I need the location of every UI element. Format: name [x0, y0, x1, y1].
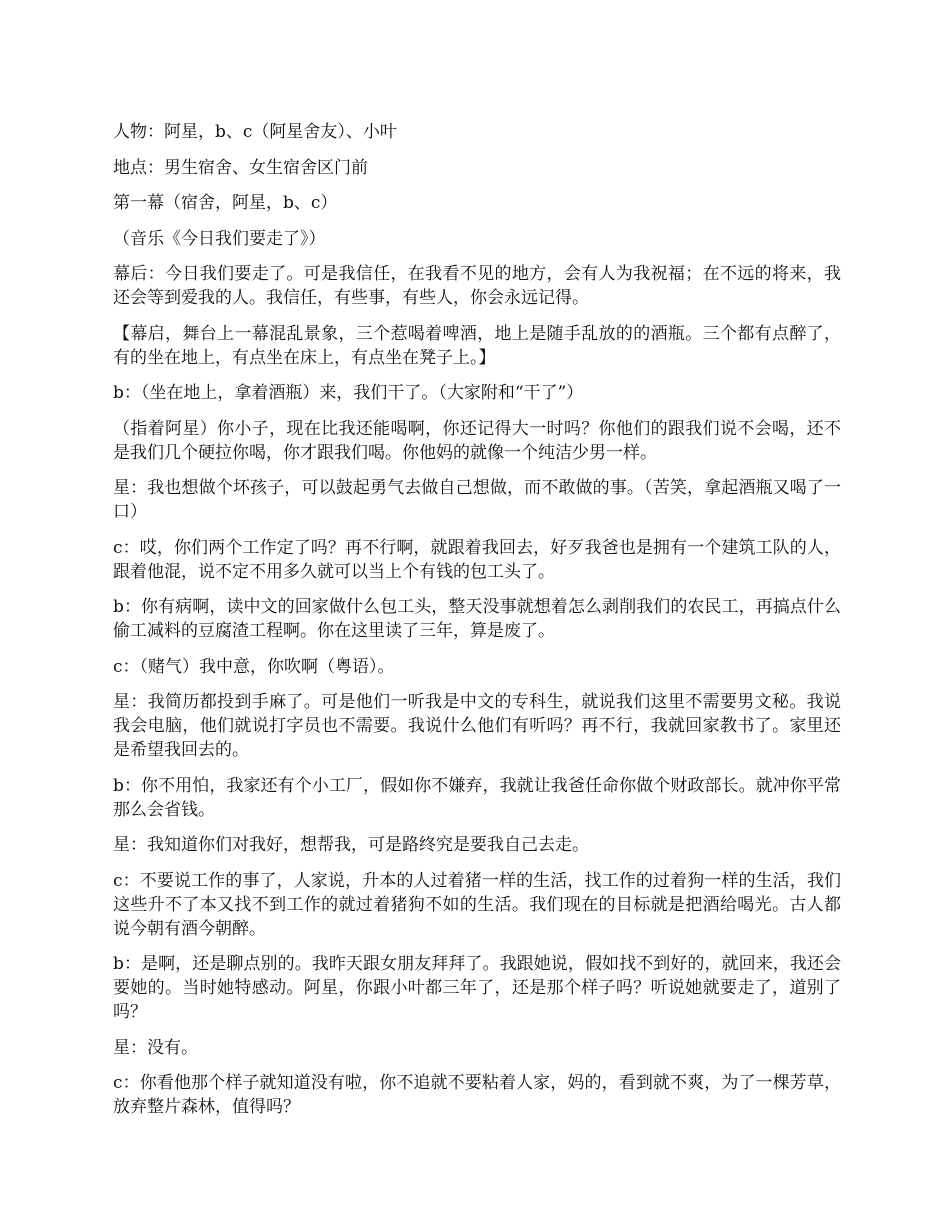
dialogue-line: c：（赌气）我中意，你吹啊（粤语）。 — [113, 656, 395, 677]
cast-list: 人物：阿星，b、c（阿星舍友）、小叶 — [113, 122, 397, 142]
dialogue-line: b：是啊，还是聊点别的。我昨天跟女朋友拜拜了。我跟她说，假如找不到好的，就回来，我还会要她的。当时她特感动。阿星，你跟小叶都三年了，还是那个样子吗？听说她就要走了，道别了吗？ — [113, 954, 841, 1022]
dialogue-line: c：哎，你们两个工作定了吗？再不行啊，就跟着我回去，好歹我爸也是拥有一个建筑工队的人，跟着他混，说不定不用多久就可以当上个有钱的包工头了。 — [113, 537, 841, 582]
dialogue-line: b：你有病啊，读中文的回家做什么包工头，整天没事就想着怎么剥削我们的农民工，再搞点什么偷工减料的豆腐渣工程啊。你在这里读了三年，算是废了。 — [113, 597, 841, 641]
dialogue-line: （指着阿星）你小子，现在比我还能喝啊，你还记得大一时吗？你他们的跟我们说不会喝，还不是我们几个硬拉你喝，你才跟我们喝。你他妈的就像一个纯洁少男一样。 — [113, 418, 841, 463]
act-heading: 第一幕（宿舍，阿星，b、c） — [113, 193, 338, 213]
dialogue-line: b：（坐在地上，拿着酒瓶）来，我们干了。（大家附和“干了”） — [113, 383, 584, 403]
dialogue-line: c：你看他那个样子就知道没有啦，你不追就不要粘着人家，妈的，看到就不爽，为了一棵芳草，放弃整片森林，值得吗？ — [113, 1073, 841, 1117]
script-document — [113, 120, 841, 1131]
music-cue: （音乐《今日我们要走了》） — [113, 228, 326, 249]
dialogue-line: 星：我知道你们对我好，想帮我，可是路终究是要我自己去走。 — [113, 835, 589, 855]
dialogue-line: 星：没有。 — [113, 1037, 198, 1058]
dialogue-line: 星：我也想做个坏孩子，可以鼓起勇气去做自己想做，而不敢做的事。（苦笑，拿起酒瓶又喝了一口） — [113, 478, 841, 522]
dialogue-line: c：不要说工作的事了，人家说，升本的人过着猪一样的生活，找工作的过着狗一样的生活，我们这些升不了本又找不到工作的就过着猪狗不如的生活。我们现在的目标就是把酒给喝光。古人都说今朝有酒今朝醉。 — [113, 870, 841, 939]
offstage-narration: 幕后：今日我们要走了。可是我信任，在我看不见的地方，会有人为我祝福；在不远的将来，我还会等到爱我的人。我信任，有些事，有些人，你会永远记得。 — [113, 264, 841, 308]
stage-direction: 【幕启，舞台上一幕混乱景象，三个惹喝着啤酒，地上是随手乱放的的酒瓶。三个都有点醉了，有的坐在地上，有点坐在床上，有点坐在凳子上。】 — [113, 323, 841, 368]
location-line: 地点：男生宿舍、女生宿舍区门前 — [113, 157, 368, 178]
dialogue-line: b：你不用怕，我家还有个小工厂，假如你不嫌弃，我就让我爸任命你做个财政部长。就冲你平常那么会省钱。 — [113, 775, 841, 820]
dialogue-line: 星：我简历都投到手麻了。可是他们一听我是中文的专科生，就说我们这里不需要男文秘。我说我会电脑，他们就说打字员也不需要。我说什么他们有听吗？再不行，我就回家教书了。家里还是希望我回去的。 — [113, 692, 841, 760]
